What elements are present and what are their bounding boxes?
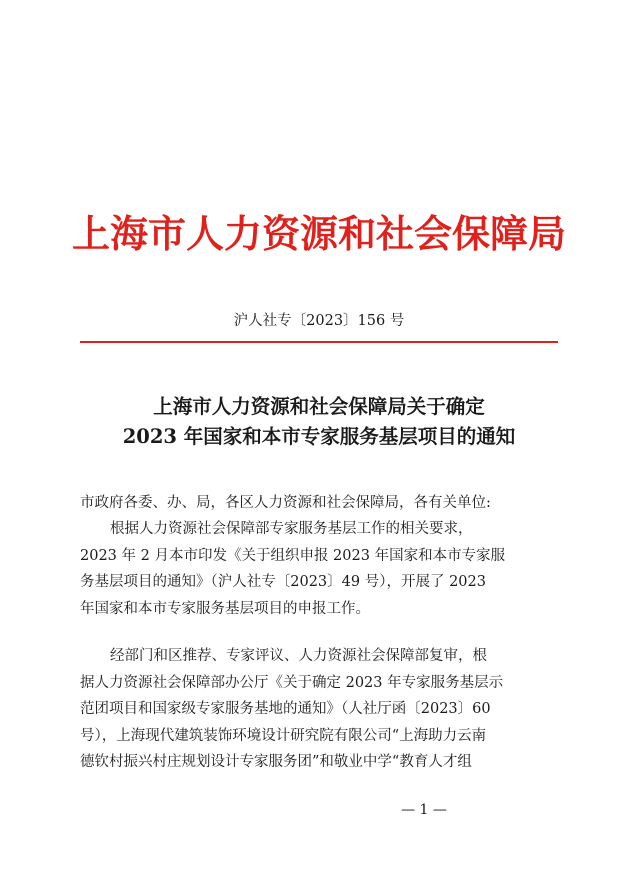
paragraph-line: 务基层项目的通知》（沪人社专〔2023〕49 号），开展了 2023 xyxy=(80,574,486,591)
document-number: 沪人社专〔2023〕156 号 xyxy=(233,313,405,329)
paragraph-line: 号），上海现代建筑装饰环境设计研究院有限公司“上海助力云南 xyxy=(80,727,487,744)
addressee: 市政府各委、办、局，各区人力资源和社会保障局，各有关单位: xyxy=(80,495,491,511)
document-title xyxy=(0,392,638,452)
paragraph-line: 经部门和区推荐、专家评议、人力资源社会保障部复审，根 xyxy=(110,648,487,664)
page-number: — 1 — xyxy=(401,802,447,818)
paragraph-line: 据人力资源社会保障部办公厅《关于确定 2023 年专家服务基层示 xyxy=(80,674,504,691)
paragraph-line: 2023 年 2 月本市印发《关于组织申报 2023 年国家和本市专家服 xyxy=(80,547,506,564)
body-paragraph-2 xyxy=(80,643,560,776)
body-paragraph-1 xyxy=(80,516,560,622)
paragraph-line: 德钦村振兴村庄规划设计专家服务团”和敬业中学“教育人才组 xyxy=(80,754,472,771)
issuer-heading: 上海市人力资源和社会保障局 xyxy=(71,211,566,256)
title-line-1: 上海市人力资源和社会保障局关于确定 xyxy=(153,395,485,418)
paragraph-line: 范团项目和国家级专家服务基地的通知》（人社厅函〔2023〕60 xyxy=(80,701,491,718)
paragraph-line: 根据人力资源社会保障部专家服务基层工作的相关要求， xyxy=(110,521,473,537)
paragraph-line: 年国家和本市专家服务基层项目的申报工作。 xyxy=(80,600,370,617)
title-line-2: 2023 年国家和本市专家服务基层项目的通知 xyxy=(122,425,516,448)
red-divider-line xyxy=(80,341,558,343)
